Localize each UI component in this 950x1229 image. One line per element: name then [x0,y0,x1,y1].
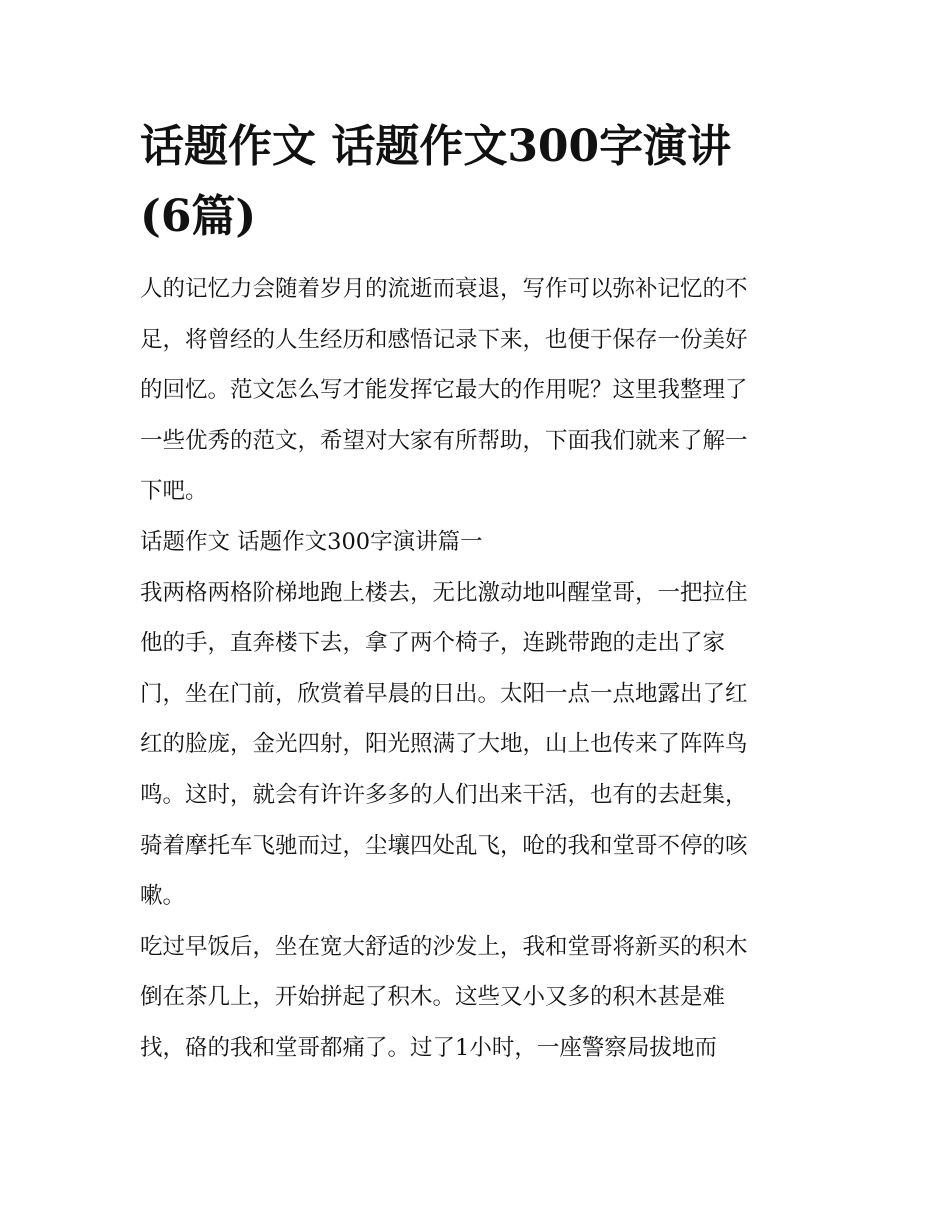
intro-line-1: 人的记忆力会随着岁月的流逝而衰退，写作可以弥补记忆的不 [140,276,748,302]
p2-line-2: 倒在茶几上，开始拼起了积木。这些又小又多的积木甚是难 [140,984,726,1011]
intro-paragraph [140,264,812,517]
p1-line-6: 骑着摩托车飞驰而过，尘壤四处乱飞，呛的我和堂哥不停的咳 [140,832,748,859]
intro-line-3: 的回忆。范文怎么写才能发挥它最大的作用呢？这里我整理了 [140,377,748,404]
title-line-1: 话题作文 话题作文300字演讲 [140,121,732,172]
body-paragraph-2 [140,922,812,1074]
p1-line-4: 红的脸庞，金光四射，阳光照满了大地，山上也传来了阵阵鸟 [140,731,748,758]
intro-line-4: 一些优秀的范文，希望对大家有所帮助，下面我们就来了解一 [140,427,748,454]
section-heading-text: 话题作文 话题作文300字演讲篇一 [140,528,483,555]
title-line-2: (6篇) [140,191,257,242]
p1-line-1: 我两格两格阶梯地跑上楼去，无比激动地叫醒堂哥，一把拉住 [140,579,748,606]
p1-line-2: 他的手，直奔楼下去，拿了两个椅子，连跳带跑的走出了家 [140,630,726,657]
intro-line-2: 足，将曾经的人生经历和感悟记录下来，也便于保存一份美好 [140,326,748,353]
p1-line-3: 门，坐在门前，欣赏着早晨的日出。太阳一点一点地露出了红 [140,680,748,707]
p1-line-7: 嗽。 [140,883,186,910]
document-content [140,112,812,1074]
p2-line-3: 找，硌的我和堂哥都痛了。过了1小时，一座警察局拔地而 [140,1034,717,1061]
p2-line-1: 吃过早饭后，坐在宽大舒适的沙发上，我和堂哥将新买的积木 [140,933,748,960]
section-heading [140,517,812,568]
intro-line-5: 下吧。 [140,478,208,505]
body-paragraph-1 [140,568,812,922]
p1-line-5: 鸣。这时，就会有许许多多的人们出来干活，也有的去赶集， [140,781,748,808]
document-title [140,112,812,252]
